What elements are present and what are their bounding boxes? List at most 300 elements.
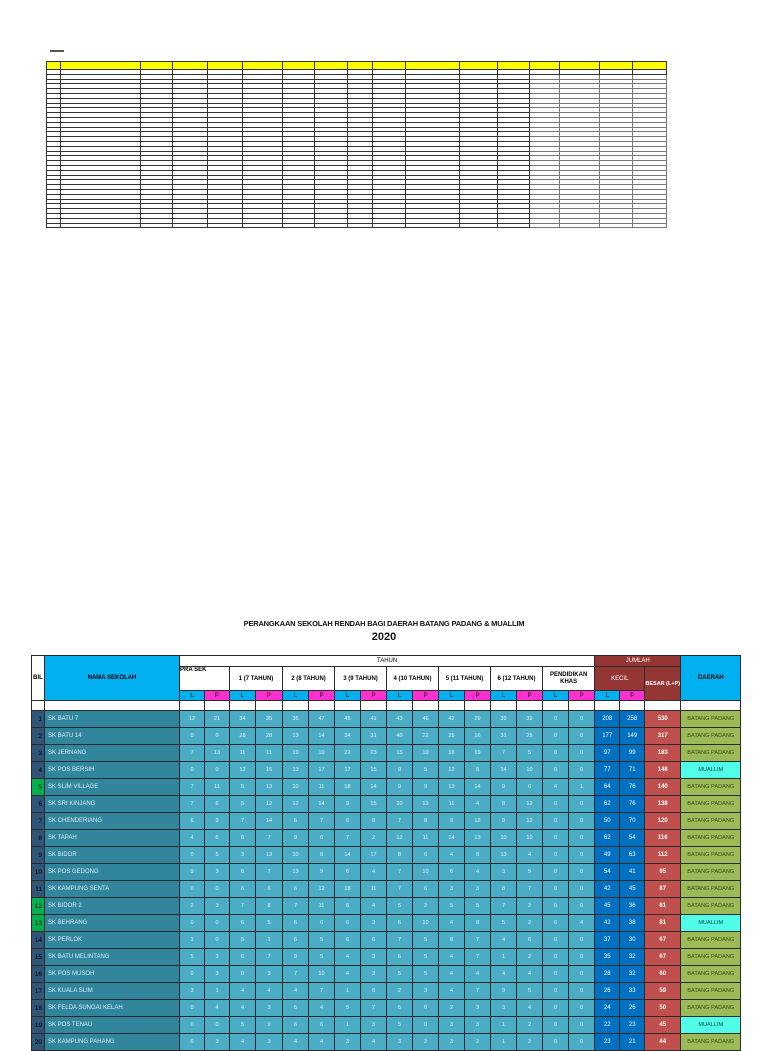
enrolment-count: 3 bbox=[361, 949, 387, 966]
row-number: 18 bbox=[32, 1000, 45, 1017]
besar-total: 50 bbox=[645, 1000, 681, 1017]
enrolment-count: 0 bbox=[543, 932, 569, 949]
school-name: SK JERNANG bbox=[45, 745, 180, 762]
jumlah-p-subheader: P bbox=[620, 691, 645, 701]
enrolment-count: 9 bbox=[283, 830, 309, 847]
enrolment-count: 9 bbox=[309, 864, 335, 881]
enrolment-count: 7 bbox=[335, 830, 361, 847]
enrolment-count: 6 bbox=[283, 915, 309, 932]
year-4-header: 4 (10 TAHUN) bbox=[387, 667, 439, 691]
enrolment-count: 6 bbox=[180, 813, 205, 830]
enrolment-count: 0 bbox=[543, 949, 569, 966]
district-label: BATANG PADANG bbox=[681, 1034, 741, 1051]
enrolment-count: 0 bbox=[205, 762, 230, 779]
row-number: 16 bbox=[32, 966, 45, 983]
enrolment-count: 6 bbox=[230, 881, 256, 898]
school-name: SK POS GEDONG bbox=[45, 864, 180, 881]
enrolment-count: 2 bbox=[517, 1017, 543, 1034]
spacer-cell bbox=[413, 701, 439, 711]
enrolment-count: 7 bbox=[465, 949, 491, 966]
district-label: BATANG PADANG bbox=[681, 983, 741, 1000]
kecil-count: 42 bbox=[595, 915, 620, 932]
enrolment-count: 7 bbox=[361, 1000, 387, 1017]
enrolment-count: 5 bbox=[335, 1000, 361, 1017]
enrolment-count: 1 bbox=[491, 1034, 517, 1051]
kecil-count: 62 bbox=[595, 796, 620, 813]
top-sheet-header-cell bbox=[61, 62, 141, 70]
enrolment-count: 2 bbox=[180, 898, 205, 915]
enrolment-count: 9 bbox=[180, 864, 205, 881]
enrolment-count: 47 bbox=[309, 711, 335, 728]
enrolment-count: 5 bbox=[387, 966, 413, 983]
year-p-subheader: P bbox=[309, 691, 335, 701]
enrolment-count: 5 bbox=[517, 745, 543, 762]
enrolment-count: 5 bbox=[180, 949, 205, 966]
enrolment-count: 9 bbox=[335, 796, 361, 813]
row-number: 14 bbox=[32, 932, 45, 949]
top-sheet-header-cell bbox=[141, 62, 173, 70]
enrolment-count: 3 bbox=[205, 1034, 230, 1051]
enrolment-count: 34 bbox=[335, 728, 361, 745]
enrolment-count: 0 bbox=[569, 847, 595, 864]
enrolment-count: 25 bbox=[517, 728, 543, 745]
kecil-count: 37 bbox=[595, 932, 620, 949]
enrolment-count: 12 bbox=[180, 711, 205, 728]
enrolment-count: 8 bbox=[413, 813, 439, 830]
kecil-count: 21 bbox=[620, 1034, 645, 1051]
kecil-count: 97 bbox=[595, 745, 620, 762]
enrolment-count: 12 bbox=[230, 762, 256, 779]
jumlah-l-subheader: L bbox=[595, 691, 620, 701]
enrolment-count: 4 bbox=[230, 1000, 256, 1017]
enrolment-count: 0 bbox=[205, 1017, 230, 1034]
kecil-count: 32 bbox=[620, 949, 645, 966]
enrolment-count: 4 bbox=[465, 966, 491, 983]
enrolment-count: 0 bbox=[543, 983, 569, 1000]
top-sheet-header-cell bbox=[283, 62, 315, 70]
spacer-cell bbox=[283, 701, 309, 711]
enrolment-count: 2 bbox=[517, 1034, 543, 1051]
enrolment-count: 46 bbox=[413, 711, 439, 728]
enrolment-count: 5 bbox=[230, 932, 256, 949]
enrolment-count: 0 bbox=[569, 898, 595, 915]
enrolment-count: 0 bbox=[569, 881, 595, 898]
enrolment-count: 0 bbox=[413, 1017, 439, 1034]
enrolment-count: 7 bbox=[256, 830, 283, 847]
enrolment-count: 4 bbox=[283, 983, 309, 1000]
district-label: BATANG PADANG bbox=[681, 1000, 741, 1017]
enrolment-count: 4 bbox=[439, 915, 465, 932]
besar-total: 183 bbox=[645, 745, 681, 762]
enrolment-count: 5 bbox=[413, 949, 439, 966]
kecil-count: 22 bbox=[595, 1017, 620, 1034]
kecil-count: 45 bbox=[620, 881, 645, 898]
enrolment-count: 12 bbox=[256, 796, 283, 813]
enrolment-count: 6 bbox=[413, 1000, 439, 1017]
enrolment-count: 8 bbox=[491, 796, 517, 813]
row-number: 17 bbox=[32, 983, 45, 1000]
enrolment-count: 6 bbox=[335, 915, 361, 932]
year-l-subheader: L bbox=[387, 691, 413, 701]
table-row bbox=[32, 983, 741, 1000]
enrolment-count: 2 bbox=[413, 1034, 439, 1051]
enrolment-count: 11 bbox=[439, 796, 465, 813]
enrolment-count: 6 bbox=[335, 932, 361, 949]
besar-total: 87 bbox=[645, 881, 681, 898]
enrolment-count: 2 bbox=[517, 898, 543, 915]
enrolment-count: 7 bbox=[387, 813, 413, 830]
enrolment-count: 0 bbox=[543, 813, 569, 830]
enrolment-count: 3 bbox=[491, 864, 517, 881]
enrolment-count: 8 bbox=[465, 847, 491, 864]
spacer-cell bbox=[45, 701, 180, 711]
enrolment-count: 45 bbox=[335, 711, 361, 728]
table-row bbox=[32, 1000, 741, 1017]
enrolment-count: 36 bbox=[283, 711, 309, 728]
enrolment-count: 3 bbox=[491, 1000, 517, 1017]
top-sheet-header-cell bbox=[208, 62, 243, 70]
enrolment-count: 5 bbox=[387, 1000, 413, 1017]
enrolment-count: 10 bbox=[413, 745, 439, 762]
table-row bbox=[32, 898, 741, 915]
district-label: BATANG PADANG bbox=[681, 830, 741, 847]
enrolment-count: 4 bbox=[439, 966, 465, 983]
enrolment-count: 1 bbox=[180, 932, 205, 949]
enrolment-count: 6 bbox=[205, 830, 230, 847]
enrolment-count: 42 bbox=[439, 711, 465, 728]
enrolment-count: 10 bbox=[517, 762, 543, 779]
enrolment-count: 4 bbox=[439, 847, 465, 864]
school-name: SK KAMPUNG PAHANG bbox=[45, 1034, 180, 1051]
enrolment-count: 3 bbox=[256, 966, 283, 983]
row-number: 3 bbox=[32, 745, 45, 762]
top-sheet-header-cell bbox=[373, 62, 406, 70]
besar-total: 140 bbox=[645, 779, 681, 796]
enrolment-count: 29 bbox=[465, 711, 491, 728]
enrolment-count: 4 bbox=[180, 830, 205, 847]
district-label: BATANG PADANG bbox=[681, 745, 741, 762]
table-row bbox=[32, 762, 741, 779]
row-number: 10 bbox=[32, 864, 45, 881]
year-p-subheader: P bbox=[569, 691, 595, 701]
enrolment-count: 2 bbox=[387, 983, 413, 1000]
enrolment-count: 2 bbox=[517, 949, 543, 966]
district-label: MUALLIM bbox=[681, 1017, 741, 1034]
top-sheet-table bbox=[46, 61, 667, 228]
school-name: SK BATU MELINTANG bbox=[45, 949, 180, 966]
enrolment-count: 0 bbox=[569, 711, 595, 728]
enrolment-count: 0 bbox=[180, 915, 205, 932]
year-l-subheader: L bbox=[491, 691, 517, 701]
enrolment-count: 16 bbox=[439, 745, 465, 762]
enrolment-count: 40 bbox=[387, 728, 413, 745]
top-sheet-header-cell bbox=[243, 62, 283, 70]
enrolment-count: 3 bbox=[361, 966, 387, 983]
enrolment-count: 8 bbox=[439, 932, 465, 949]
enrolment-count: 13 bbox=[413, 796, 439, 813]
enrolment-count: 4 bbox=[361, 898, 387, 915]
enrolment-count: 9 bbox=[283, 949, 309, 966]
row-number: 4 bbox=[32, 762, 45, 779]
besar-total: 60 bbox=[645, 966, 681, 983]
school-name: SK BEHRANG bbox=[45, 915, 180, 932]
enrolment-count: 11 bbox=[230, 745, 256, 762]
enrolment-count: 14 bbox=[309, 796, 335, 813]
enrolment-count: 0 bbox=[205, 932, 230, 949]
enrolment-count: 5 bbox=[205, 847, 230, 864]
top-sheet-header-cell bbox=[348, 62, 373, 70]
enrolment-count: 31 bbox=[491, 728, 517, 745]
enrolment-count: 0 bbox=[543, 796, 569, 813]
year-l-subheader: L bbox=[230, 691, 256, 701]
spacer-cell bbox=[309, 701, 335, 711]
enrolment-count: 31 bbox=[361, 728, 387, 745]
enrolment-count: 16 bbox=[465, 728, 491, 745]
table-row bbox=[32, 813, 741, 830]
pra-sek-header: PRA SEK bbox=[180, 667, 230, 691]
year-1-header: 1 (7 TAHUN) bbox=[230, 667, 283, 691]
table-row bbox=[32, 1034, 741, 1051]
enrolment-count: 3 bbox=[439, 881, 465, 898]
district-label: BATANG PADANG bbox=[681, 728, 741, 745]
enrolment-count: 15 bbox=[361, 796, 387, 813]
besar-header: BESAR (L+P) bbox=[645, 667, 681, 701]
enrolment-count: 9 bbox=[491, 983, 517, 1000]
enrolment-count: 7 bbox=[180, 796, 205, 813]
enrolment-count: 4 bbox=[491, 932, 517, 949]
enrolment-count: 5 bbox=[309, 932, 335, 949]
enrolment-count: 4 bbox=[543, 779, 569, 796]
enrolment-count: 0 bbox=[543, 864, 569, 881]
enrolment-count: 0 bbox=[180, 966, 205, 983]
page-year: 2020 bbox=[371, 631, 397, 643]
enrolment-count: 8 bbox=[335, 898, 361, 915]
year-p-subheader: P bbox=[361, 691, 387, 701]
enrolment-count: 7 bbox=[387, 864, 413, 881]
enrolment-count: 1 bbox=[335, 983, 361, 1000]
enrolment-count: 7 bbox=[465, 983, 491, 1000]
spacer-cell bbox=[543, 701, 569, 711]
table-row bbox=[32, 1017, 741, 1034]
jumlah-header: JUMLAH bbox=[595, 656, 681, 667]
enrolment-count: 12 bbox=[465, 813, 491, 830]
enrolment-count: 13 bbox=[491, 847, 517, 864]
enrolment-count: 14 bbox=[361, 779, 387, 796]
enrolment-count: 6 bbox=[256, 881, 283, 898]
year-l-subheader: L bbox=[543, 691, 569, 701]
page-title: PERANGKAAN SEKOLAH RENDAH BAGI DAERAH BATANG PADANG & MUALLIM bbox=[243, 619, 525, 628]
enrolment-count: 13 bbox=[439, 779, 465, 796]
enrolment-count: 11 bbox=[309, 779, 335, 796]
year-p-subheader: P bbox=[517, 691, 543, 701]
enrolment-count: 6 bbox=[283, 1017, 309, 1034]
spacer-cell bbox=[387, 701, 413, 711]
district-label: BATANG PADANG bbox=[681, 711, 741, 728]
enrolment-count: 5 bbox=[309, 949, 335, 966]
enrolment-count: 4 bbox=[517, 966, 543, 983]
district-label: BATANG PADANG bbox=[681, 898, 741, 915]
enrolment-count: 3 bbox=[465, 1000, 491, 1017]
enrolment-count: 19 bbox=[283, 745, 309, 762]
year-6-header: 6 (12 TAHUN) bbox=[491, 667, 543, 691]
enrolment-count: 18 bbox=[335, 881, 361, 898]
enrolment-count: 13 bbox=[283, 728, 309, 745]
enrolment-count: 5 bbox=[387, 898, 413, 915]
enrolment-count: 0 bbox=[180, 762, 205, 779]
enrolment-count: 6 bbox=[309, 915, 335, 932]
school-name: SK BIDOR 2 bbox=[45, 898, 180, 915]
enrolment-count: 0 bbox=[569, 728, 595, 745]
top-sheet-header-cell bbox=[560, 62, 600, 70]
year-5-header: 5 (11 TAHUN) bbox=[439, 667, 491, 691]
besar-total: 530 bbox=[645, 711, 681, 728]
enrolment-count: 23 bbox=[361, 745, 387, 762]
kecil-count: 24 bbox=[595, 1000, 620, 1017]
enrolment-count: 4 bbox=[439, 983, 465, 1000]
enrolment-count: 13 bbox=[256, 847, 283, 864]
enrolment-count: 3 bbox=[387, 1034, 413, 1051]
enrolment-count: 12 bbox=[517, 796, 543, 813]
enrolment-count: 5 bbox=[283, 1000, 309, 1017]
enrolment-count: 22 bbox=[413, 728, 439, 745]
kecil-header: KECIL bbox=[595, 667, 645, 691]
year-p-subheader: P bbox=[205, 691, 230, 701]
enrolment-count: 1 bbox=[256, 932, 283, 949]
enrolment-count: 7 bbox=[180, 745, 205, 762]
enrolment-count: 6 bbox=[543, 915, 569, 932]
enrolment-count: 3 bbox=[205, 949, 230, 966]
enrolment-count: 0 bbox=[569, 1000, 595, 1017]
enrolment-count: 7 bbox=[180, 779, 205, 796]
school-name: SK POS MUSOH bbox=[45, 966, 180, 983]
row-number: 11 bbox=[32, 881, 45, 898]
enrolment-count: 25 bbox=[439, 728, 465, 745]
enrolment-count: 0 bbox=[543, 762, 569, 779]
enrolment-count: 7 bbox=[230, 898, 256, 915]
enrolment-count: 28 bbox=[230, 728, 256, 745]
enrolment-count: 0 bbox=[180, 1017, 205, 1034]
enrolment-count: 5 bbox=[230, 779, 256, 796]
enrolment-count: 11 bbox=[413, 830, 439, 847]
enrolment-count: 12 bbox=[387, 830, 413, 847]
district-label: MUALLIM bbox=[681, 915, 741, 932]
enrolment-count: 7 bbox=[283, 966, 309, 983]
enrolment-count: 2 bbox=[361, 830, 387, 847]
besar-total: 116 bbox=[645, 830, 681, 847]
enrolment-count: 14 bbox=[256, 813, 283, 830]
enrolment-count: 4 bbox=[230, 983, 256, 1000]
enrolment-count: 11 bbox=[361, 881, 387, 898]
enrolment-count: 9 bbox=[491, 779, 517, 796]
enrolment-count: 0 bbox=[180, 881, 205, 898]
enrolment-count: 1 bbox=[205, 983, 230, 1000]
school-name: SK POS TENAU bbox=[45, 1017, 180, 1034]
enrolment-count: 6 bbox=[387, 949, 413, 966]
enrolment-count: 9 bbox=[439, 813, 465, 830]
year-l-subheader: L bbox=[335, 691, 361, 701]
enrolment-count: 2 bbox=[517, 915, 543, 932]
enrolment-count: 11 bbox=[256, 745, 283, 762]
enrolment-count: 2 bbox=[413, 898, 439, 915]
enrolment-count: 10 bbox=[491, 830, 517, 847]
enrolment-count: 4 bbox=[361, 864, 387, 881]
kecil-count: 54 bbox=[620, 830, 645, 847]
enrolment-count: 14 bbox=[335, 847, 361, 864]
enrolment-count: 10 bbox=[283, 847, 309, 864]
enrolment-count: 5 bbox=[517, 983, 543, 1000]
enrolment-count: 4 bbox=[335, 966, 361, 983]
school-name: SK PERLOK bbox=[45, 932, 180, 949]
enrolment-count: 4 bbox=[465, 796, 491, 813]
enrolment-count: 3 bbox=[205, 898, 230, 915]
top-sheet-label bbox=[50, 50, 64, 52]
enrolment-count: 5 bbox=[413, 932, 439, 949]
enrolment-count: 43 bbox=[387, 711, 413, 728]
spacer-cell bbox=[361, 701, 387, 711]
enrolment-count: 7 bbox=[309, 983, 335, 1000]
enrolment-count: 14 bbox=[309, 728, 335, 745]
year-p-subheader: P bbox=[413, 691, 439, 701]
kecil-count: 42 bbox=[595, 881, 620, 898]
table-row bbox=[32, 881, 741, 898]
kecil-count: 177 bbox=[595, 728, 620, 745]
district-label: BATANG PADANG bbox=[681, 813, 741, 830]
top-sheet-header-cell bbox=[498, 62, 530, 70]
enrolment-count: 0 bbox=[543, 881, 569, 898]
row-number: 19 bbox=[32, 1017, 45, 1034]
enrolment-count: 4 bbox=[517, 1000, 543, 1017]
besar-total: 317 bbox=[645, 728, 681, 745]
enrolment-count: 4 bbox=[309, 1034, 335, 1051]
top-sheet-header-cell bbox=[460, 62, 498, 70]
table-row bbox=[32, 779, 741, 796]
kecil-count: 26 bbox=[595, 983, 620, 1000]
enrolment-count: 10 bbox=[309, 966, 335, 983]
district-label: BATANG PADANG bbox=[681, 932, 741, 949]
enrolment-count: 9 bbox=[413, 779, 439, 796]
enrolment-count: 3 bbox=[413, 983, 439, 1000]
row-number: 7 bbox=[32, 813, 45, 830]
enrolment-count: 15 bbox=[361, 762, 387, 779]
enrolment-count: 7 bbox=[387, 932, 413, 949]
enrolment-count: 0 bbox=[205, 881, 230, 898]
enrolment-count: 0 bbox=[569, 813, 595, 830]
enrolment-count: 6 bbox=[517, 932, 543, 949]
row-number: 2 bbox=[32, 728, 45, 745]
year-l-subheader: L bbox=[283, 691, 309, 701]
kecil-count: 99 bbox=[620, 745, 645, 762]
enrolment-count: 3 bbox=[465, 1017, 491, 1034]
kecil-count: 77 bbox=[595, 762, 620, 779]
enrolment-count: 6 bbox=[413, 847, 439, 864]
enrolment-count: 0 bbox=[569, 983, 595, 1000]
enrolment-count: 7 bbox=[256, 949, 283, 966]
enrolment-count: 10 bbox=[413, 864, 439, 881]
enrolment-count: 0 bbox=[543, 966, 569, 983]
enrolment-count: 0 bbox=[180, 847, 205, 864]
enrolment-count: 0 bbox=[543, 745, 569, 762]
enrolment-count: 0 bbox=[205, 915, 230, 932]
row-number: 1 bbox=[32, 711, 45, 728]
enrolment-count: 6 bbox=[517, 779, 543, 796]
enrolment-count: 21 bbox=[205, 711, 230, 728]
kecil-count: 70 bbox=[620, 813, 645, 830]
enrolment-count: 8 bbox=[387, 847, 413, 864]
kecil-count: 26 bbox=[620, 1000, 645, 1017]
enrolment-count: 1 bbox=[569, 779, 595, 796]
table-row bbox=[32, 966, 741, 983]
enrolment-count: 8 bbox=[361, 813, 387, 830]
